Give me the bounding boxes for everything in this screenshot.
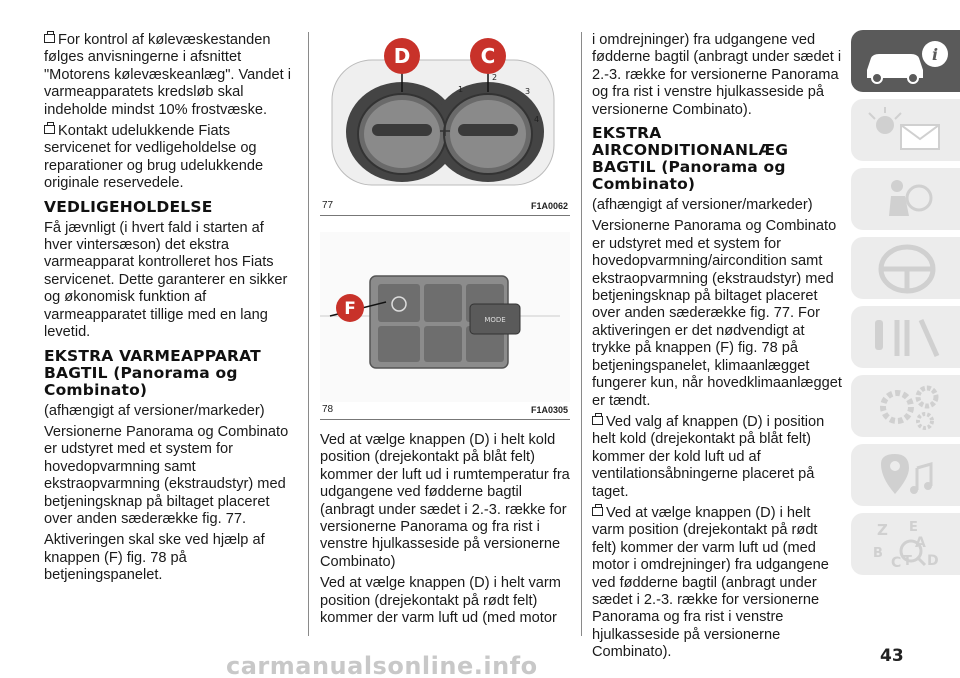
text-column-middle	[320, 432, 572, 631]
svg-text:E: E	[909, 520, 918, 535]
paragraph: Få jævnligt (i hvert fald i starten af hver vintersæson) det ekstra varmeapparat kontrolleret hos Fiats servicenet. Dette garanterer en sikker og økonomisk funktion af varmeapparatet tillige med en lang levetid.	[44, 219, 288, 341]
knob-mark: 3	[525, 87, 531, 96]
airbag-safety-icon[interactable]	[851, 168, 960, 230]
steering-wheel-icon[interactable]	[851, 237, 960, 299]
paragraph: Versionerne Panorama og Combinato er udstyret med et system for hovedopvarmning/aircondition samt ekstraopvarmning (ekstraudstyr) med betjeningsknap på biltaget placeret over anden sæderække fig. 77. For aktiveringen er det nødvendigt at trykke på knappen (F) fig. 78 på betjeningspanelet, klimaanlægget fungerer kun, når hovedklimaanlægget er tændt.	[592, 218, 842, 409]
warning-bullet: For kontrol af kølevæskestanden følges anvisningerne i afsnittet "Motorens kølevæskeanlæg". Vandet i varmeapparatets kredsløb skal indeholde mindst 10% frostvæske.	[44, 32, 291, 118]
knob-mark: 2	[492, 73, 498, 82]
watermark: carmanualsonline.info	[226, 652, 538, 678]
info-bullet: Ved at vælge knappen (D) i helt varm position (drejekontakt på rødt felt) kommer der varm luft ud (med motor i omdrejninger) fra udgangene ved fødderne bagtil (anbragt under sædet i 2.-3. række for versionerne Panorama og fra rist i venstre hjulkasseside på versionerne Combinato).	[592, 504, 829, 661]
callout-d: D	[393, 44, 411, 68]
column-divider	[581, 32, 582, 636]
text-column-right	[592, 32, 842, 666]
page-number: 43	[880, 646, 904, 666]
section-heading: EKSTRA VARMEAPPARAT BAGTIL (Panorama og Combinato)	[44, 346, 261, 399]
callout-c: C	[480, 44, 496, 68]
knob-mark: 4	[534, 115, 540, 124]
settings-gears-icon[interactable]	[851, 375, 960, 437]
figure-code: F1A0305	[530, 405, 568, 415]
paragraph: (afhængigt af versioner/markeder)	[44, 402, 265, 419]
multimedia-icon[interactable]	[851, 444, 960, 506]
info-bullet: Ved valg af knappen (D) i position helt kold (drejekontakt på blåt felt) kommer der kold luft ud af ventilationsåbningerne placeret på taget.	[592, 413, 825, 500]
figure-code: F1A0062	[530, 201, 568, 211]
svg-text:D: D	[927, 553, 939, 569]
warning-bullet: Kontakt udelukkende Fiats servicenet for vedligeholdelse og reparationer og brug udelukkende originale reservedele.	[44, 123, 264, 192]
svg-text:Z: Z	[877, 521, 888, 539]
bullet-icon	[44, 34, 55, 43]
svg-text:A: A	[915, 535, 926, 551]
knob-mark: 1	[458, 85, 464, 94]
paragraph: (afhængigt af versioner/markeder)	[592, 197, 813, 214]
paragraph: i omdrejninger) fra udgangene ved fødderne bagtil (anbragt under sædet i 2.-3. række for versionerne Panorama og fra rist i venstre hjulkasseside på versionerne Combinato).	[592, 32, 842, 118]
control-panel-illustration	[320, 232, 570, 402]
heater-knobs-illustration	[320, 30, 570, 200]
chapter-sidebar	[851, 30, 960, 582]
section-heading: EKSTRA AIRCONDITIONANLÆG BAGTIL (Panorama og Combinato)	[592, 124, 789, 194]
svg-text:i: i	[931, 45, 939, 64]
paragraph: Ved at vælge knappen (D) i helt varm position (drejekontakt på rødt felt) kommer der varm luft ud (med motor	[320, 575, 561, 627]
paragraph: Aktiveringen skal ske ved hjælp af knappen (F) fig. 78 på betjeningspanelet.	[44, 532, 265, 584]
svg-text:C: C	[891, 555, 902, 571]
svg-text:T: T	[903, 554, 912, 569]
figure-number: 77	[322, 200, 334, 211]
figure-77	[320, 30, 570, 216]
index-letters-icon[interactable]	[851, 513, 960, 575]
figure-number: 78	[322, 404, 334, 415]
bullet-icon	[592, 507, 603, 516]
callout-f: F	[344, 299, 356, 319]
bullet-icon	[44, 125, 55, 134]
figure-78	[320, 232, 570, 420]
bullet-icon	[592, 416, 603, 425]
mode-label: MODE	[484, 316, 506, 324]
maintenance-tools-icon[interactable]	[851, 306, 960, 368]
svg-text:B: B	[873, 546, 883, 561]
text-column-left	[44, 32, 296, 589]
column-divider	[308, 32, 309, 636]
paragraph: Ved at vælge knappen (D) i helt kold position (drejekontakt på blåt felt) kommer der luft ud i rumtemperatur fra udgangene ved fødderne bagtil (anbragt under sædet i 2.-3. række for versionerne Panorama og fra rist i venstre hjulkasseside på versionerne Combinato)	[320, 432, 570, 570]
car-info-icon[interactable]	[851, 30, 960, 92]
paragraph: Versionerne Panorama og Combinato er udstyret med et system for hovedopvarmning samt ekstraopvarmning (ekstraudstyr) med betjeningsknap på biltaget placeret over anden sæderække fig. 77.	[44, 423, 289, 527]
warning-lights-icon[interactable]	[851, 99, 960, 161]
section-heading: VEDLIGEHOLDELSE	[44, 197, 213, 216]
